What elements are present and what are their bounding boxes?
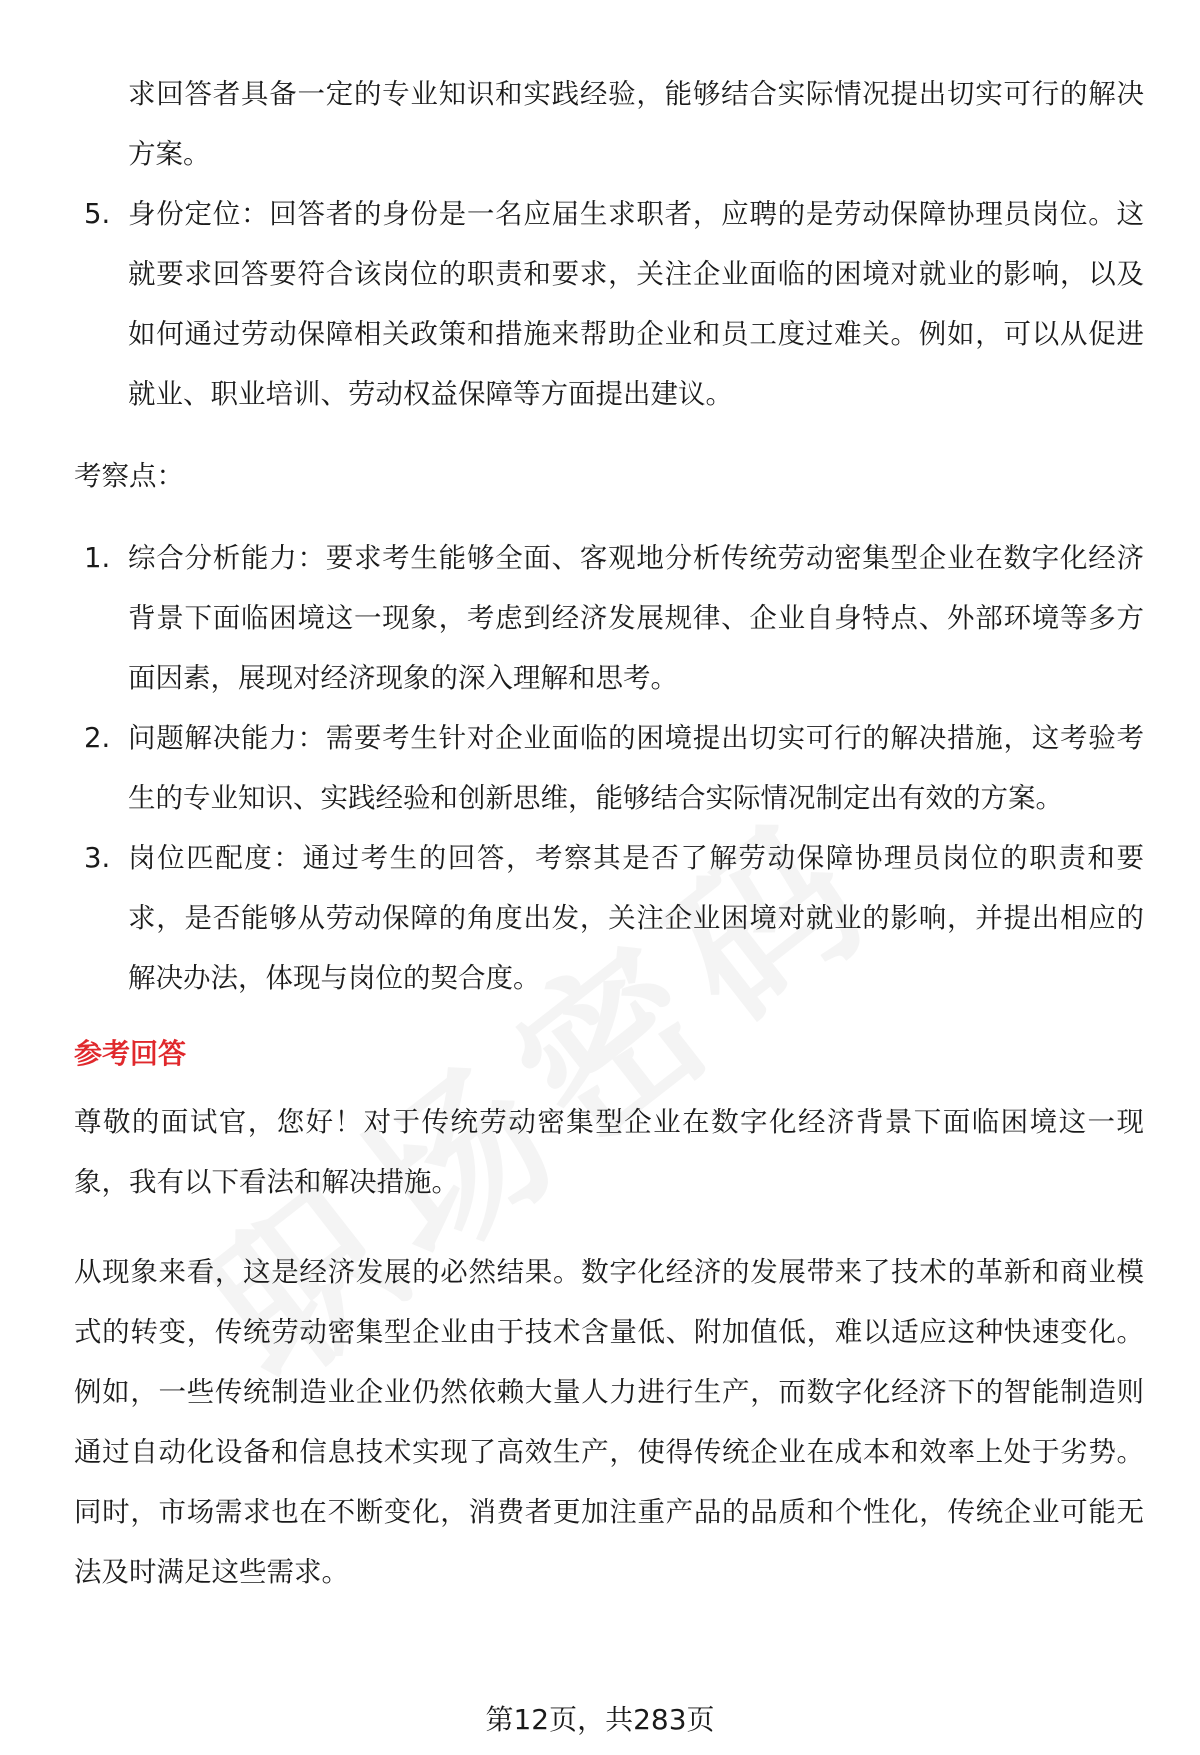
list-text: 岗位匹配度：通过考生的回答，考察其是否了解劳动保障协理员岗位的职责和要求，是否能够从劳动保障的角度出发，关注企业困境对就业的影响，并提出相应的解决办法，体现与岗位的契合度。 bbox=[128, 842, 1144, 994]
list-item bbox=[74, 708, 1144, 828]
answer-paragraph: 从现象来看，这是经济发展的必然结果。数字化经济的发展带来了技术的革新和商业模式的转变，传统劳动密集型企业由于技术含量低、附加值低，难以适应这种快速变化。例如，一些传统制造业企业仍然依赖大量人力进行生产，而数字化经济下的智能制造则通过自动化设备和信息技术实现了高效生产，使得传统企业在成本和效率上处于劣势。同时，市场需求也在不断变化，消费者更加注重产品的品质和个性化，传统企业可能无法及时满足这些需求。 bbox=[74, 1256, 1144, 1588]
answer-heading: 参考回答 bbox=[74, 1037, 187, 1070]
list-text: 身份定位：回答者的身份是一名应届生求职者，应聘的是劳动保障协理员岗位。这就要求回答要符合该岗位的职责和要求，关注企业面临的困境对就业的影响，以及如何通过劳动保障相关政策和措施来帮助企业和员工度过难关。例如，可以从促进就业、职业培训、劳动权益保障等方面提出建议。 bbox=[128, 198, 1144, 410]
page-footer: 第12页，共283页 bbox=[485, 1703, 715, 1736]
list-item bbox=[74, 828, 1144, 1008]
list-text: 综合分析能力：要求考生能够全面、客观地分析传统劳动密集型企业在数字化经济背景下面临困境这一现象，考虑到经济发展规律、企业自身特点、外部环境等多方面因素，展现对经济现象的深入理解和思考。 bbox=[128, 542, 1144, 694]
exam-points-list bbox=[74, 528, 1144, 1008]
list-item bbox=[74, 528, 1144, 708]
paragraph-gap bbox=[74, 1212, 1144, 1242]
answer-paragraph: 尊敬的面试官，您好！对于传统劳动密集型企业在数字化经济背景下面临困境这一现象，我有以下看法和解决措施。 bbox=[74, 1106, 1144, 1198]
list-number: 1. bbox=[84, 542, 111, 574]
content-body bbox=[74, 64, 1144, 1602]
list-number: 3. bbox=[84, 842, 111, 874]
exam-points-label: 考察点： bbox=[74, 460, 184, 492]
pre-list bbox=[74, 184, 1144, 424]
list-item bbox=[74, 184, 1144, 424]
continuation-text: 求回答者具备一定的专业知识和实践经验，能够结合实际情况提出切实可行的解决方案。 bbox=[128, 78, 1144, 170]
list-number: 5. bbox=[84, 198, 111, 230]
list-number: 2. bbox=[84, 722, 111, 754]
list-text: 问题解决能力：需要考生针对企业面临的困境提出切实可行的解决措施，这考验考生的专业知识、实践经验和创新思维，能够结合实际情况制定出有效的方案。 bbox=[128, 722, 1144, 814]
